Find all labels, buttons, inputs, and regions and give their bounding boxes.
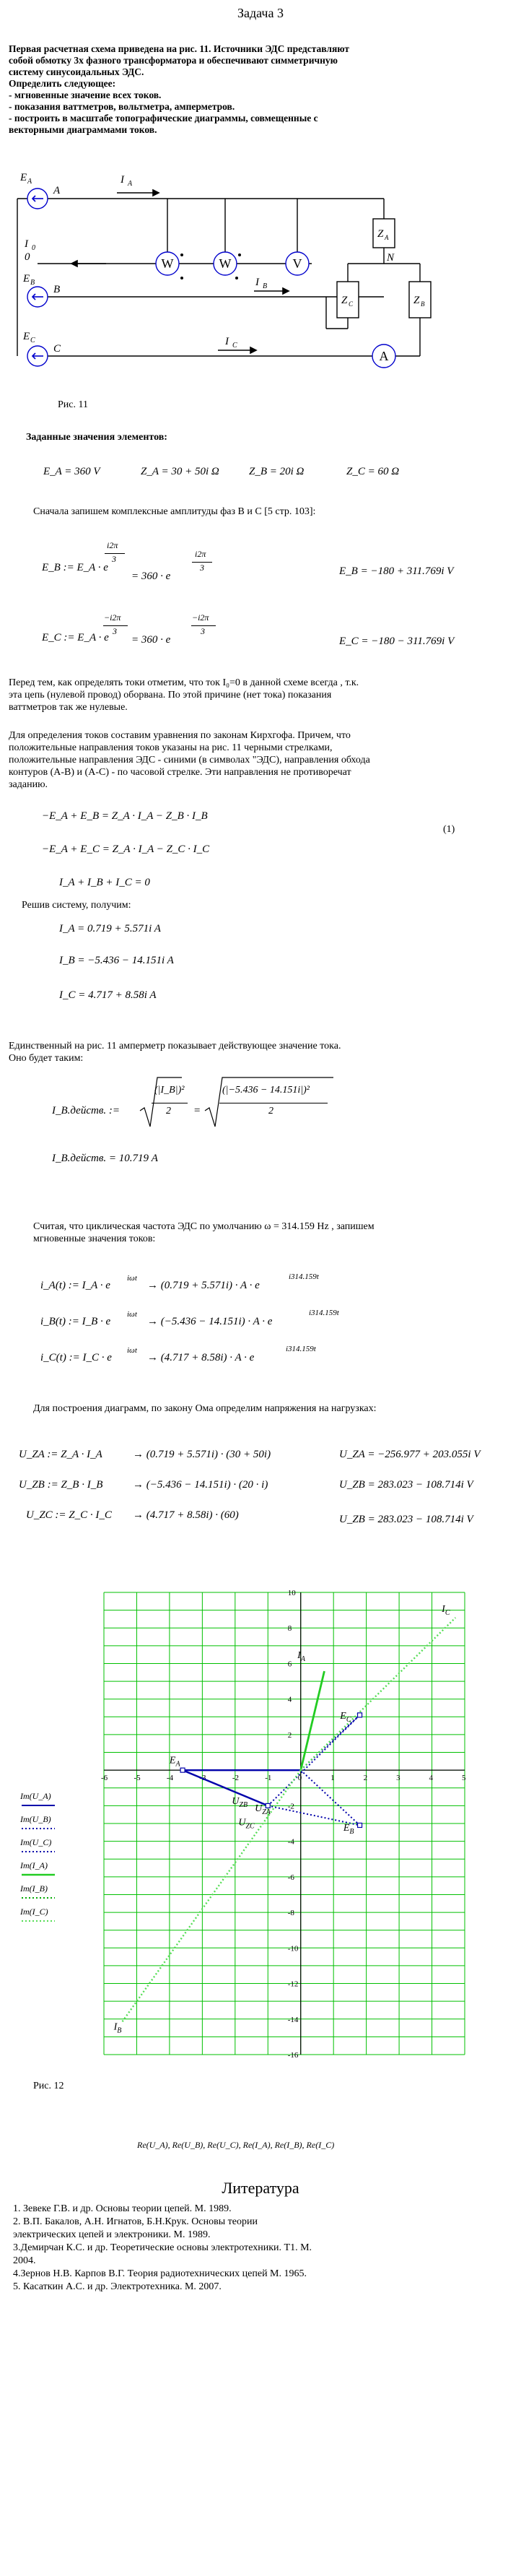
x-tick-label: 1 <box>330 1774 335 1783</box>
inst-ic-rexp: i314.159t <box>286 1345 316 1353</box>
uzb-result: U_ZB = 283.023 − 108.714i V <box>339 1479 473 1491</box>
i0-paragraph: Перед тем, как определять токи отметим, что ток I₀=0 в данной схеме всегда , т.к. эта цепь (нулевой провод) оборвана. По этой причине (нет тока) показания ваттметров так же нулевые. <box>9 677 359 713</box>
chart-caption: Рис. 12 <box>33 2081 64 2091</box>
ec-exp-top: −i2π <box>104 612 121 623</box>
intro-line: - мгновенные значение всех токов. <box>9 90 162 100</box>
node-marker <box>358 1713 362 1717</box>
point-label: $I_A$ <box>297 1650 305 1664</box>
y-tick-label: 2 <box>287 1730 292 1740</box>
inst-ib-rexp: i314.159t <box>309 1309 339 1317</box>
given-za: Z_A = 30 + 50i Ω <box>141 466 219 477</box>
ib-eff-den2: 2 <box>268 1106 273 1116</box>
literature-item: 1. Зевеке Г.В. и др. Основы теории цепей. М. 1989. <box>13 2203 232 2214</box>
node-marker <box>180 1768 185 1772</box>
eb-mid: = 360 · e <box>131 571 171 582</box>
circuit-caption: Рис. 11 <box>58 399 88 410</box>
y-tick-label: -14 <box>287 2015 299 2024</box>
uzb-lhs: U_ZB := Z_B · I_B <box>19 1479 103 1491</box>
x-tick-label: -1 <box>265 1774 272 1783</box>
kirchhoff-paragraph: Для определения токов составим уравнения по законам Кирхгофа. Причем, что положительные направления токов указаны на рис. 11 черными стрелками, положительные направления ЭДС - синими (в символах "ЭДС), направления обхода контуров (А-В) и (А-С) - по часовой стрелке. Эти направления не противоречат заданию. <box>9 730 370 790</box>
x-tick-label: 3 <box>396 1774 400 1783</box>
eb-lhs: E_B := E_A · e <box>42 562 108 573</box>
literature-item: электрических цепей и электроники. М. 1989. <box>13 2229 211 2240</box>
inst-ic-lhs: i_C(t) := I_C · e <box>40 1352 112 1363</box>
given-zc: Z_C = 60 Ω <box>346 466 400 477</box>
system-eq-2: −E_A + E_C = Z_A · I_A − Z_C · I_C <box>42 844 210 855</box>
legend-swatches <box>20 1803 56 1933</box>
svg-text:E: E <box>23 273 30 285</box>
eb-mid-exp-bot: 3 <box>200 563 204 573</box>
ib-eff-eq: = <box>193 1105 201 1116</box>
svg-text:C: C <box>30 337 35 344</box>
y-tick-label: -8 <box>287 1909 294 1918</box>
literature-item: 2004. <box>13 2255 36 2266</box>
intro-paragraph <box>9 43 470 136</box>
given-zb: Z_B = 20i Ω <box>249 466 305 477</box>
y-tick-label: -2 <box>287 1802 294 1811</box>
svg-text:N: N <box>387 252 395 264</box>
eb-result: E_B = −180 + 311.769i V <box>339 565 454 577</box>
series-i-c <box>301 1618 456 1770</box>
legend-im-ub: Im(U_B) <box>20 1814 51 1824</box>
intro-line: Первая расчетная схема приведена на рис. 11. Источники ЭДС представляют <box>9 43 350 54</box>
literature-list <box>13 2203 388 2294</box>
svg-text:C: C <box>53 343 61 355</box>
solution-ic: I_C = 4.717 + 8.58i A <box>59 989 157 1001</box>
series-u-zc <box>268 1715 359 1806</box>
legend-im-ib: Im(I_B) <box>20 1883 48 1894</box>
svg-text:W: W <box>219 256 232 271</box>
point-label: $E_A$ <box>169 1755 180 1769</box>
legend-im-uc: Im(U_C) <box>20 1837 52 1847</box>
point-label: $E_B$ <box>343 1822 354 1836</box>
intro-line: систему синусоидальных ЭДС. <box>9 66 144 77</box>
y-tick-label: 6 <box>287 1660 292 1669</box>
uza-result: U_ZA = −256.977 + 203.055i V <box>339 1449 481 1460</box>
x-tick-label: 4 <box>429 1774 434 1783</box>
svg-text:B: B <box>30 279 35 287</box>
x-tick-label: 2 <box>363 1774 368 1783</box>
ib-eff-num1: (|I_B|)² <box>154 1085 185 1096</box>
point-label: $I_B$ <box>113 2021 122 2035</box>
svg-text:E: E <box>23 331 30 342</box>
svg-text:V: V <box>292 256 302 271</box>
inst-ia-exp: iωt <box>127 1274 137 1283</box>
intro-line: - построить в масштабе топографические диаграммы, совмещенные с <box>9 113 318 123</box>
ec-lhs: E_C := E_A · e <box>42 632 109 643</box>
svg-text:0: 0 <box>32 244 35 252</box>
inst-ic-exp: iωt <box>127 1346 137 1355</box>
svg-text:A: A <box>27 178 32 186</box>
solution-ib: I_B = −5.436 − 14.151i A <box>59 955 174 966</box>
complex-heading: Сначала запишем комплексные амплитуды фаз В и С [5 стр. 103]: <box>33 506 316 517</box>
uzc-result: U_ZB = 283.023 − 108.714i V <box>339 1514 473 1525</box>
y-tick-label: -12 <box>287 1979 299 1989</box>
x-tick-label: -2 <box>232 1774 239 1783</box>
intro-line: векторными диаграммами токов. <box>9 124 157 135</box>
svg-text:I: I <box>25 238 28 250</box>
svg-text:I: I <box>255 277 259 288</box>
y-tick-label: 8 <box>287 1624 292 1634</box>
literature-item: 2. В.П. Бакалов, А.Н. Игнатов, Б.Н.Крук. Основы теории <box>13 2216 258 2227</box>
eb-mid-exp-top: i2π <box>195 549 206 559</box>
frequency-paragraph: Считая, что циклическая частота ЭДС по умолчанию ω = 314.159 Hz , запишем мгновенные значения токов: <box>33 1221 375 1244</box>
inst-ib-rhs: → (−5.436 − 14.151i) · A · e <box>147 1316 273 1327</box>
ammeter-paragraph: Единственный на рис. 11 амперметр показывает действующее значение тока. Оно будет таким: <box>9 1041 341 1064</box>
legend-im-ia: Im(I_A) <box>20 1860 48 1870</box>
literature-item: 5. Касаткин А.С. и др. Электротехника. М. 2007. <box>13 2281 222 2292</box>
y-tick-label: -16 <box>287 2051 299 2060</box>
uza-rhs: → (0.719 + 5.571i) · (30 + 50i) <box>133 1449 271 1460</box>
svg-text:B: B <box>263 282 268 290</box>
ec-exp-bot: 3 <box>113 626 117 636</box>
point-label: $U_{ZC}$ <box>238 1817 255 1831</box>
svg-text:A: A <box>128 180 133 188</box>
page-title: Задача 3 <box>237 6 284 20</box>
ec-mid-exp-bot: 3 <box>201 626 205 636</box>
series-i-b <box>122 1770 300 2021</box>
svg-text:A: A <box>385 234 389 241</box>
intro-line: - показания ваттметров, вольтметра, амперметров. <box>9 101 235 112</box>
eb-exp-bot: 3 <box>112 554 116 564</box>
circuit-diagram <box>9 155 456 394</box>
system-eq-1: −E_A + E_B = Z_A · I_A − Z_B · I_B <box>42 810 208 822</box>
given-ea: E_A = 360 V <box>43 466 100 477</box>
y-tick-label: -6 <box>287 1873 294 1882</box>
inst-ib-exp: iωt <box>127 1310 137 1319</box>
svg-text:C: C <box>232 342 237 350</box>
point-label: $U_{ZB}$ <box>232 1795 248 1809</box>
point-label: $E_C$ <box>340 1710 351 1724</box>
uzc-lhs: U_ZC := Z_C · I_C <box>26 1509 112 1521</box>
literature-item: 3.Демирчан К.С. и др. Теоретические основы электротехники. Т1. М. <box>13 2242 312 2253</box>
x-tick-label: -3 <box>199 1774 206 1783</box>
svg-text:0: 0 <box>25 251 30 263</box>
x-tick-label: 0 <box>297 1774 302 1783</box>
ec-result: E_C = −180 − 311.769i V <box>339 636 455 647</box>
inst-ia-lhs: i_A(t) := I_A · e <box>40 1280 110 1291</box>
svg-text:Z: Z <box>341 295 348 306</box>
legend-im-ic: Im(I_C) <box>20 1907 48 1917</box>
uza-lhs: U_ZA := Z_A · I_A <box>19 1449 102 1460</box>
uzc-rhs: → (4.717 + 8.58i) · (60) <box>133 1509 239 1521</box>
node-marker <box>358 1823 362 1827</box>
y-tick-label: 10 <box>287 1589 296 1597</box>
vector-diagram-chart <box>89 1584 479 2075</box>
literature-item: 4.Зернов Н.В. Карпов В.Г. Теория радиотехнических цепей М. 1965. <box>13 2268 307 2279</box>
solve-heading: Решив систему, получим: <box>22 900 131 911</box>
x-tick-label: 5 <box>462 1774 466 1783</box>
svg-text:Z: Z <box>377 228 384 240</box>
svg-text:A: A <box>379 349 389 363</box>
svg-text:Z: Z <box>413 295 420 306</box>
sqrt-symbol-2 <box>203 1075 333 1132</box>
inst-ia-rexp: i314.159t <box>289 1272 319 1281</box>
ib-eff-lhs: I_B.действ. := <box>52 1105 120 1116</box>
svg-text:C: C <box>349 300 354 308</box>
label-a: A <box>53 185 61 196</box>
intro-line: собой обмотку 3х фазного трансформатора и обеспечивают симметричную <box>9 55 338 66</box>
solution-ia: I_A = 0.719 + 5.571i A <box>59 923 161 934</box>
ib-eff-result: I_B.действ. = 10.719 A <box>52 1153 158 1164</box>
point-label: $U_{ZA}$ <box>255 1803 271 1816</box>
y-tick-label: 4 <box>287 1695 292 1704</box>
svg-text:B: B <box>421 300 425 308</box>
svg-text:B: B <box>53 284 61 295</box>
intro-line: Определить следующее: <box>9 78 116 89</box>
label-ea: E <box>20 172 27 183</box>
y-tick-label: -4 <box>287 1837 294 1847</box>
svg-text:I: I <box>121 174 124 186</box>
given-heading: Заданные значения элементов: <box>26 432 167 443</box>
system-eq-3: I_A + I_B + I_C = 0 <box>59 877 150 888</box>
legend-im-ua: Im(U_A) <box>20 1791 51 1801</box>
uzb-rhs: → (−5.436 − 14.151i) · (20 · i) <box>133 1479 268 1491</box>
point-label: $I_C$ <box>442 1604 450 1618</box>
series-i-a <box>301 1671 325 1770</box>
node-marker <box>266 1803 270 1808</box>
system-number: (1) <box>443 824 455 835</box>
ec-mid-exp-top: −i2π <box>192 612 209 623</box>
ohm-paragraph: Для построения диаграмм, по закону Ома определим напряжения на нагрузках: <box>33 1403 377 1414</box>
svg-text:I: I <box>225 336 229 347</box>
x-tick-label: -5 <box>133 1774 141 1783</box>
inst-ic-rhs: → (4.717 + 8.58i) · A · e <box>147 1352 255 1363</box>
svg-text:W: W <box>161 256 174 271</box>
inst-ib-lhs: i_B(t) := I_B · e <box>40 1316 111 1327</box>
literature-title: Литература <box>222 2179 299 2197</box>
chart-xlabel: Re(U_A), Re(U_B), Re(U_C), Re(I_A), Re(I_B), Re(I_C) <box>137 2140 335 2150</box>
ib-eff-num2: (|−5.436 − 14.151i|)² <box>222 1085 310 1096</box>
inst-ia-rhs: → (0.719 + 5.571i) · A · e <box>147 1280 260 1291</box>
eb-exp-top: i2π <box>107 540 118 550</box>
ib-eff-den1: 2 <box>166 1106 171 1116</box>
sqrt-symbol-1 <box>139 1075 185 1132</box>
x-tick-label: -6 <box>101 1774 108 1783</box>
y-tick-label: -10 <box>287 1944 299 1953</box>
x-tick-label: -4 <box>166 1774 174 1783</box>
ec-mid: = 360 · e <box>131 634 171 646</box>
